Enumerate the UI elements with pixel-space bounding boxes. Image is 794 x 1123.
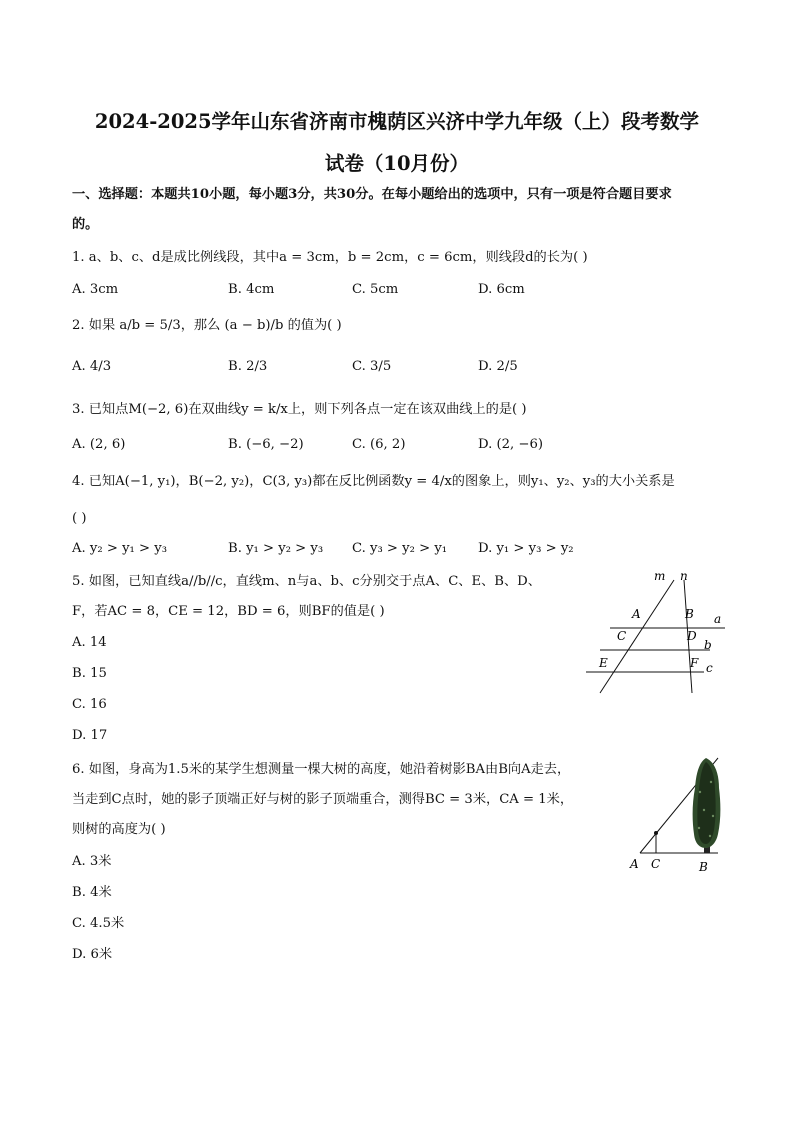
line-m [600,580,674,693]
question-2-option-d[interactable]: D. 2/5 [478,359,518,374]
question-1-option-c[interactable]: C. 5cm [352,282,399,297]
label-F: F [690,656,699,670]
person-head [654,831,658,835]
question-6-option-d[interactable]: D. 6米 [72,947,113,962]
question-5-option-c[interactable]: C. 16 [72,697,107,712]
question-5-option-a[interactable]: A. 14 [72,635,107,650]
question-1-option-b[interactable]: B. 4cm [228,282,275,297]
tree-foliage [693,758,721,848]
question-6-option-b[interactable]: B. 4米 [72,885,112,900]
parallel-lines-figure [580,568,730,696]
question-4-option-c[interactable]: C. y₃ > y₂ > y₁ [352,541,448,556]
question-2-option-b[interactable]: B. 2/3 [228,359,268,374]
question-4-option-d[interactable]: D. y₁ > y₃ > y₂ [478,541,574,556]
label-A: A [630,857,639,871]
question-5-stem-line-1: 5. 如图，已知直线a//b//c，直线m、n与a、b、c分别交于点A、C、E、B、D、 [72,574,541,589]
label-B: B [685,607,694,621]
section-heading-line-1: 一、选择题：本题共10小题，每小题3分，共30分。在每小题给出的选项中，只有一项是符合题目要求 [72,187,672,202]
question-1-stem: 1. a、b、c、d是成比例线段，其中a = 3cm，b = 2cm，c = 6cm，则线段d的长为( ) [72,250,588,265]
question-6-option-a[interactable]: A. 3米 [72,854,112,869]
question-6-option-c[interactable]: C. 4.5米 [72,916,125,931]
question-2-option-c[interactable]: C. 3/5 [352,359,392,374]
section-heading-line-2: 的。 [72,217,99,232]
question-6-stem-line-2: 当走到C点时，她的影子顶端正好与树的影子顶端重合，测得BC = 3米，CA = 1米， [72,792,574,807]
question-4-option-b[interactable]: B. y₁ > y₂ > y₃ [228,541,324,556]
question-4-option-a[interactable]: A. y₂ > y₁ > y₃ [72,541,167,556]
question-2-option-a[interactable]: A. 4/3 [72,359,112,374]
question-3-stem: 3. 已知点M(−2, 6)在双曲线y = k/x上，则下列各点一定在该双曲线上的是( ) [72,402,527,417]
question-6-stem-line-1: 6. 如图，身高为1.5米的某学生想测量一棵大树的高度，她沿着树影BA由B向A走去， [72,762,571,777]
question-3-option-b[interactable]: B. (−6, −2) [228,437,304,452]
label-B: B [699,860,708,874]
tree-shadow-figure [620,752,730,877]
question-3-option-a[interactable]: A. (2, 6) [72,437,126,452]
label-m: m [654,569,666,583]
label-c: c [706,661,713,675]
label-D: D [687,629,697,643]
question-2-stem: 2. 如果 a/b = 5/3，那么 (a − b)/b 的值为( ) [72,318,342,333]
question-1-option-d[interactable]: D. 6cm [478,282,525,297]
label-b: b [704,638,712,652]
question-3-option-d[interactable]: D. (2, −6) [478,437,543,452]
exam-title-line-2: 试卷（10月份） [324,152,470,175]
question-5-option-d[interactable]: D. 17 [72,728,108,743]
question-1-option-a[interactable]: A. 3cm [72,282,119,297]
question-3-option-c[interactable]: C. (6, 2) [352,437,406,452]
question-5-option-b[interactable]: B. 15 [72,666,107,681]
label-A: A [632,607,641,621]
question-5-stem-line-2: F，若AC = 8，CE = 12，BD = 6，则BF的值是( ) [72,604,385,619]
label-a: a [714,612,722,626]
exam-title-line-1: 2024-2025学年山东省济南市槐荫区兴济中学九年级（上）段考数学 [94,110,700,133]
label-C: C [617,629,627,643]
label-C: C [651,857,661,871]
question-4-stem-line-1: 4. 已知A(−1, y₁)，B(−2, y₂)，C(3, y₃)都在反比例函数y = 4/x的图象上，则y₁、y₂、y₃的大小关系是 [72,474,675,489]
label-n: n [680,569,688,583]
question-6-stem-line-3: 则树的高度为( ) [72,822,166,837]
label-E: E [599,656,608,670]
question-4-stem-line-2: ( ) [72,511,87,526]
